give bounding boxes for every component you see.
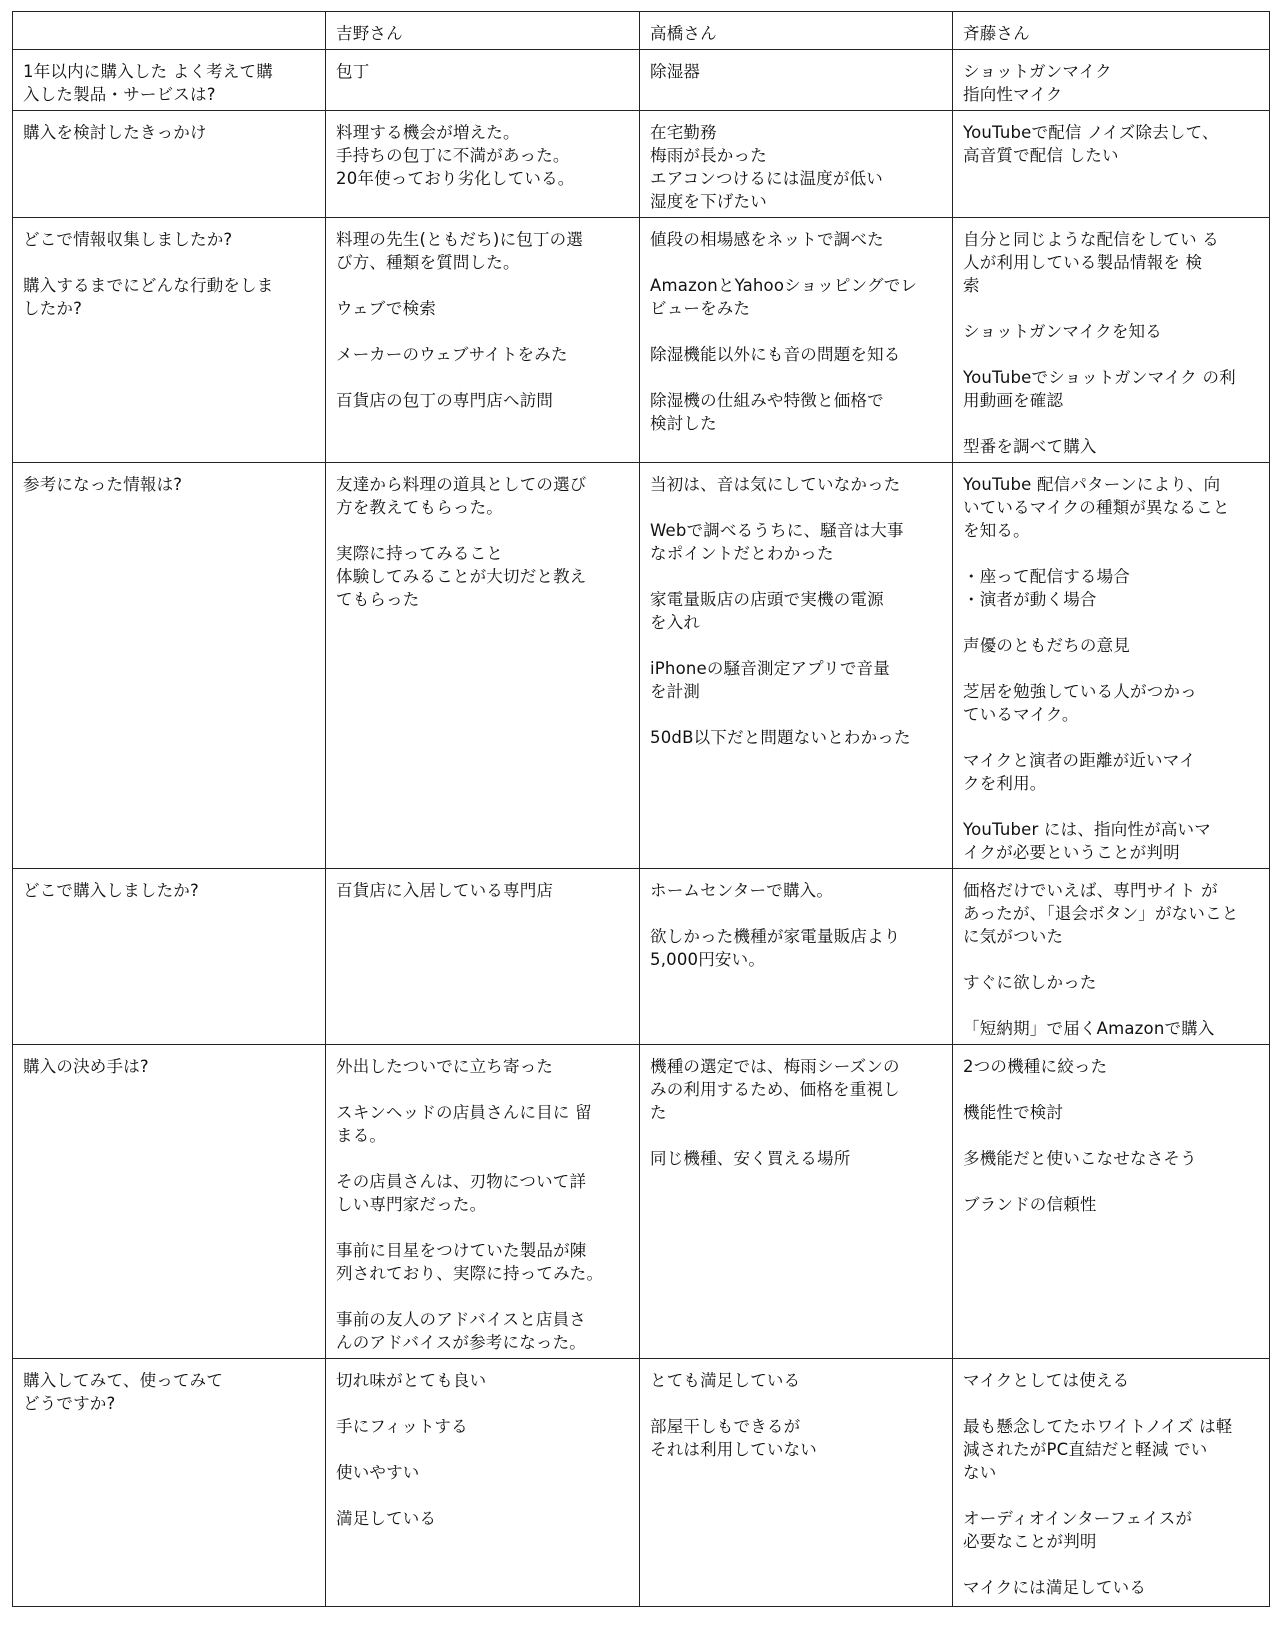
answer-cell-a	[326, 218, 640, 463]
answer-para: 百貨店の包丁の専門店へ訪問	[336, 391, 554, 410]
header-person-a: 吉野さん	[326, 12, 640, 50]
question-text: 購入の決め手は?	[23, 1057, 149, 1076]
answer-para: YouTubeで配信 ノイズ除去して、 高音質で配信 したい	[963, 123, 1219, 165]
answer-para: 「短納期」で届くAmazonで購入	[963, 1019, 1215, 1038]
answer-para: iPhoneの騒音測定アプリで音量 を計測	[650, 659, 890, 701]
answer-para: 料理する機会が増えた。 手持ちの包丁に不満があった。 20年使っており劣化している。	[336, 123, 575, 188]
answer-para: 2つの機種に絞った	[963, 1057, 1108, 1076]
answer-para: ・座って配信する場合 ・演者が動く場合	[963, 567, 1130, 609]
answer-para: 事前に目星をつけていた製品が陳 列されており、実際に持ってみた。	[336, 1241, 604, 1283]
table-row	[13, 463, 1270, 869]
question-text: 1年以内に購入した よく考えて購 入した製品・サービスは?	[23, 62, 273, 104]
answer-para: 事前の友人のアドバイスと店員さ んのアドバイスが参考になった。	[336, 1310, 587, 1352]
question-cell	[13, 50, 326, 111]
answer-cell-b	[640, 50, 953, 111]
question-cell	[13, 111, 326, 218]
answer-cell-c	[953, 869, 1270, 1045]
answer-para: 価格だけでいえば、専門サイト が あったが、「退会ボタン」がないこと に気がついた	[963, 881, 1239, 946]
answer-para: ショットガンマイク 指向性マイク	[963, 62, 1112, 104]
answer-cell-b	[640, 869, 953, 1045]
answer-para: Webで調べるうちに、騒音は大事 なポイントだとわかった	[650, 521, 904, 563]
question-text: 購入するまでにどんな行動をしま したか?	[23, 276, 274, 318]
header-blank-cell	[13, 12, 326, 50]
question-text: どこで購入しましたか?	[23, 881, 199, 900]
answer-cell-b	[640, 218, 953, 463]
answer-cell-c	[953, 111, 1270, 218]
answer-para: ホームセンターで購入。	[650, 881, 834, 900]
answer-para: 50dB以下だと問題ないとわかった	[650, 728, 911, 747]
answer-cell-b	[640, 1045, 953, 1359]
answer-cell-c	[953, 463, 1270, 869]
answer-cell-a	[326, 1359, 640, 1607]
answer-cell-a	[326, 50, 640, 111]
answer-para: オーディオインターフェイスが 必要なことが判明	[963, 1509, 1193, 1551]
answer-cell-c	[953, 218, 1270, 463]
answer-cell-a	[326, 869, 640, 1045]
answer-para: AmazonとYahooショッピングでレ ビューをみた	[650, 276, 918, 318]
answer-para: 手にフィットする	[336, 1417, 468, 1436]
answer-para: 機能性で検討	[963, 1103, 1064, 1122]
answer-para: YouTubeでショットガンマイク の利 用動画を確認	[963, 368, 1236, 410]
header-row	[13, 12, 1270, 50]
answer-para: 型番を調べて購入	[963, 437, 1097, 456]
question-cell	[13, 869, 326, 1045]
answer-para: 友達から料理の道具としての選び 方を教えてもらった。	[336, 475, 587, 517]
answer-para: 最も懸念してたホワイトノイズ は軽 減されたがPC直結だと軽減 でい ない	[963, 1417, 1233, 1482]
question-cell	[13, 218, 326, 463]
table-row	[13, 869, 1270, 1045]
table-row	[13, 50, 1270, 111]
answer-para: YouTuber には、指向性が高いマ イクが必要ということが判明	[963, 820, 1211, 862]
answer-para: 使いやすい	[336, 1463, 420, 1482]
answer-cell-b	[640, 463, 953, 869]
answer-para: 芝居を勉強している人がつかっ ているマイク。	[963, 682, 1197, 724]
answer-para: マイクとしては使える	[963, 1371, 1130, 1390]
answer-para: マイクと演者の距離が近いマイ クを利用。	[963, 751, 1196, 793]
answer-cell-c	[953, 50, 1270, 111]
answer-cell-c	[953, 1359, 1270, 1607]
answer-para: 外出したついでに立ち寄った	[336, 1057, 554, 1076]
question-text: 参考になった情報は?	[23, 475, 183, 494]
question-cell	[13, 1045, 326, 1359]
answer-para: 切れ味がとても良い	[336, 1371, 487, 1390]
answer-para: 家電量販店の店頭で実機の電源 を入れ	[650, 590, 884, 632]
answer-cell-b	[640, 111, 953, 218]
answer-para: メーカーのウェブサイトをみた	[336, 345, 568, 364]
answer-para: すぐに欲しかった	[963, 973, 1097, 992]
answer-cell-a	[326, 111, 640, 218]
question-text: 購入を検討したきっかけ	[23, 123, 207, 142]
answer-para: 除湿機の仕組みや特徴と価格で 検討した	[650, 391, 884, 433]
answer-para: 除湿器	[650, 62, 701, 81]
header-person-b: 高橋さん	[640, 12, 953, 50]
answer-para: 料理の先生(ともだち)に包丁の選 び方、種類を質問した。	[336, 230, 584, 272]
answer-para: 部屋干しもできるが それは利用していない	[650, 1417, 817, 1459]
answer-para: 当初は、音は気にしていなかった	[650, 475, 901, 494]
answer-para: 欲しかった機種が家電量販店より 5,000円安い。	[650, 927, 901, 969]
table-row	[13, 1045, 1270, 1359]
interview-table	[12, 11, 1270, 1607]
answer-cell-a	[326, 1045, 640, 1359]
question-cell	[13, 463, 326, 869]
table-row	[13, 1359, 1270, 1607]
answer-para: 同じ機種、安く買える場所	[650, 1149, 851, 1168]
answer-para: その店員さんは、刃物について詳 しい専門家だった。	[336, 1172, 587, 1214]
answer-para: スキンヘッドの店員さんに目に 留 まる。	[336, 1103, 592, 1145]
table-row	[13, 218, 1270, 463]
answer-para: 実際に持ってみること 体験してみることが大切だと教え てもらった	[336, 544, 587, 609]
answer-para: ブランドの信頼性	[963, 1195, 1097, 1214]
answer-para: 満足している	[336, 1509, 437, 1528]
answer-para: ウェブで検索	[336, 299, 437, 318]
answer-para: 機種の選定では、梅雨シーズンの みの利用するため、価格を重視し た	[650, 1057, 900, 1122]
answer-cell-b	[640, 1359, 953, 1607]
header-person-c: 斉藤さん	[953, 12, 1270, 50]
answer-para: 自分と同じような配信をしてい る 人が利用している製品情報を 検 索	[963, 230, 1219, 295]
question-text: 購入してみて、使ってみて どうですか?	[23, 1371, 224, 1413]
answer-para: 在宅勤務 梅雨が長かった エアコンつけるには温度が低い 湿度を下げたい	[650, 123, 883, 211]
question-text: どこで情報収集しましたか?	[23, 230, 233, 249]
answer-para: ショットガンマイクを知る	[963, 322, 1162, 341]
question-cell	[13, 1359, 326, 1607]
answer-para: 除湿機能以外にも音の問題を知る	[650, 345, 901, 364]
answer-para: 多機能だと使いこなせなさそう	[963, 1149, 1197, 1168]
answer-para: 値段の相場感をネットで調べた	[650, 230, 884, 249]
answer-para: マイクには満足している	[963, 1578, 1147, 1597]
answer-para: 包丁	[336, 62, 370, 81]
answer-cell-c	[953, 1045, 1270, 1359]
answer-cell-a	[326, 463, 640, 869]
table-row	[13, 111, 1270, 218]
answer-para: とても満足している	[650, 1371, 801, 1390]
answer-para: 声優のともだちの意見	[963, 636, 1130, 655]
answer-para: YouTube 配信パターンにより、向 いているマイクの種類が異なること を知る。	[963, 475, 1230, 540]
answer-para: 百貨店に入居している専門店	[336, 881, 554, 900]
